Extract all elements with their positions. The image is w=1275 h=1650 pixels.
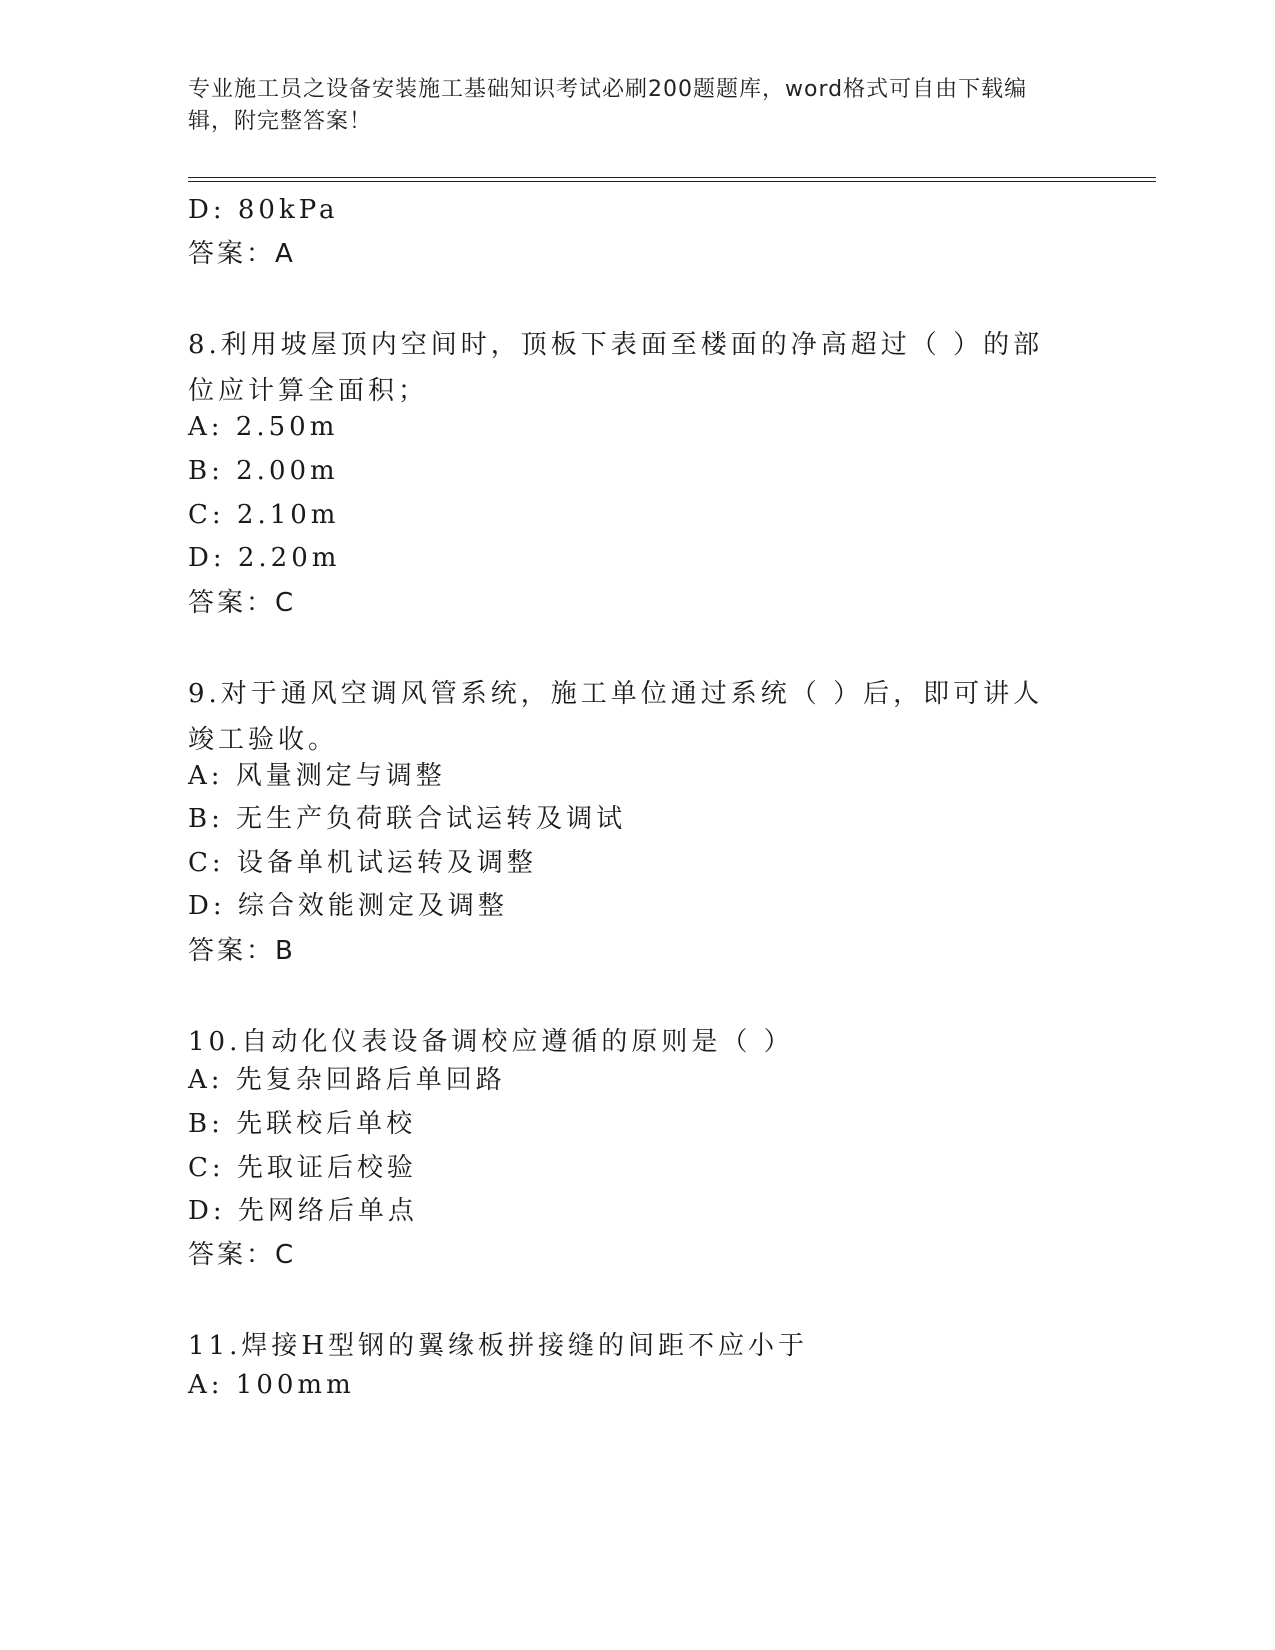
question-10-option-d: D: 先网络后单点 — [188, 1196, 418, 1226]
question-9-option-c: C: 设备单机试运转及调整 — [188, 848, 537, 878]
question-8-option-c: C: 2.10m — [188, 500, 340, 530]
question-9-option-a: A: 风量测定与调整 — [188, 761, 446, 791]
question-11-text: 11.焊接H型钢的翼缘板拼接缝的间距不应小于 — [188, 1331, 809, 1361]
question-8-option-b: B: 2.00m — [188, 456, 339, 486]
question-9-option-d: D: 综合效能测定及调整 — [188, 891, 508, 921]
question-8-option-d: D: 2.20m — [188, 543, 341, 573]
question-10-option-b: B: 先联校后单校 — [188, 1109, 417, 1139]
question-9-answer: 答案：B — [188, 936, 296, 966]
question-10-option-a: A: 先复杂回路后单回路 — [188, 1065, 506, 1095]
question-10-option-c: C: 先取证后校验 — [188, 1153, 417, 1183]
question-10-text: 10.自动化仪表设备调校应遵循的原则是（ ） — [188, 1027, 794, 1057]
question-8-answer: 答案：C — [188, 588, 297, 618]
question-11-option-a: A: 100mm — [188, 1370, 355, 1400]
prev-answer: 答案：A — [188, 239, 296, 269]
header-rule-top — [188, 177, 1156, 178]
question-8-text: 8.利用坡屋顶内空间时，顶板下表面至楼面的净高超过（ ）的部位应计算全面积； — [188, 330, 1044, 406]
prev-option-d: D: 80kPa — [188, 195, 339, 225]
question-8-option-a: A: 2.50m — [188, 412, 339, 442]
document-header: 专业施工员之设备安装施工基础知识考试必刷200题题库，word格式可自由下载编辑，附完整答案！ — [188, 77, 1028, 134]
question-9-text: 9.对于通风空调风管系统，施工单位通过系统（ ）后，即可讲人竣工验收。 — [188, 679, 1044, 755]
header-rule-bottom — [188, 181, 1156, 182]
question-10-answer: 答案：C — [188, 1240, 297, 1270]
question-9-option-b: B: 无生产负荷联合试运转及调试 — [188, 804, 627, 834]
